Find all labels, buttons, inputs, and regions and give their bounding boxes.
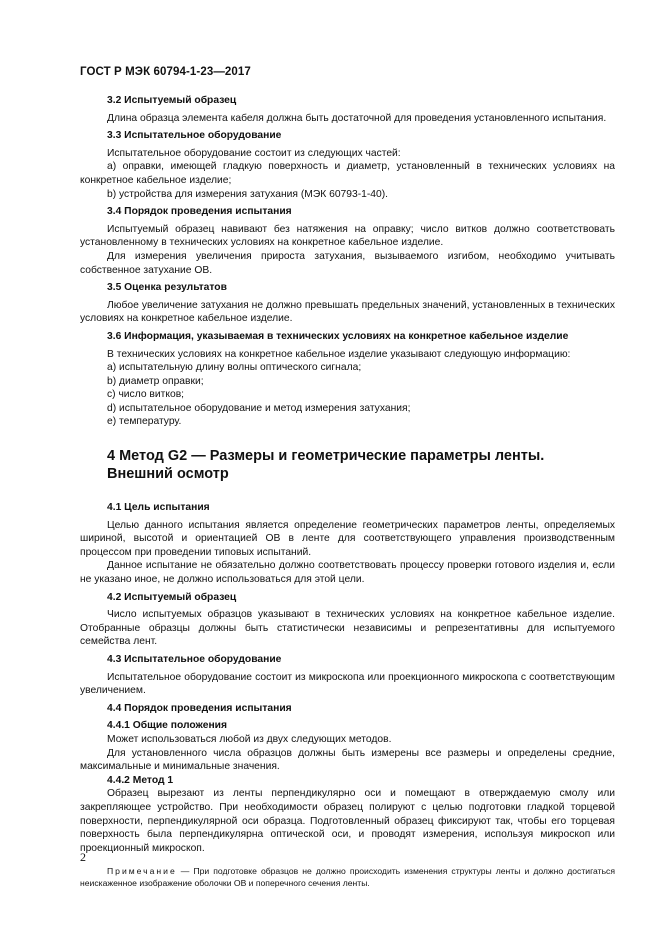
section-3-3-title: 3.3 Испытательное оборудование: [107, 130, 282, 142]
list-item: b) диаметр оправки;: [107, 375, 204, 387]
section-4-title: [80, 447, 615, 483]
section-4-3-title: 4.3 Испытательное оборудование: [107, 654, 282, 665]
paragraph: Для установленного числа образцов должны быть измерены все размеры и определены средние, максимальные и минимальные значения.: [80, 747, 615, 773]
standard-header: ГОСТ Р МЭК 60794-1-23—2017: [80, 66, 251, 78]
note-text: — При подготовке образцов не должно происходить изменения структуры ленты и должно достигаться неискаженное изображение оболочки ОВ и поперечного сечения ленты.: [80, 866, 615, 889]
paragraph: Для измерения увеличения прироста затухания, вызываемого изгибом, необходимо учитывать собственное затухание ОВ.: [80, 250, 615, 276]
list-item: с) число витков;: [107, 389, 185, 401]
section-4-title-line2: Внешний осмотр: [107, 466, 229, 483]
section-3-2-title: 3.2 Испытуемый образец: [107, 95, 237, 106]
paragraph: В технических условиях на конкретное кабельное изделие указывают следующую информацию:: [107, 348, 571, 360]
paragraph: Целью данного испытания является определение геометрических параметров ленты, определяемых шириной, высотой и ориентацией ОВ в ленте для соответствующего управления производственным процессом при проведении типовых испытаний.: [80, 519, 615, 558]
section-4-4-2-title: 4.4.2 Метод 1: [107, 774, 174, 786]
page-number: 2: [80, 850, 86, 864]
paragraph: Испытательное оборудование состоит из следующих частей:: [107, 147, 401, 159]
paragraph: Число испытуемых образцов указывают в технических условиях на конкретное кабельное изделие. Отобранные образцы должны быть статистически независимы и репрезентативны для испытуемого семейства лент.: [80, 609, 615, 648]
paragraph: Испытательное оборудование состоит из микроскопа или проекционного микроскопа с соответствующим увеличением.: [80, 671, 615, 697]
section-4-4-1-title: 4.4.1 Общие положения: [107, 720, 227, 732]
note-label: Примечание: [107, 866, 177, 877]
list-item: а) оправки, имеющей гладкую поверхность и диаметр, установленный в технических условиях на конкретное кабельное изделие;: [80, 161, 615, 186]
section-4-title-line1: 4 Метод G2 — Размеры и геометрические параметры ленты.: [107, 448, 545, 465]
list-item: b) устройства для измерения затухания (МЭК 60793-1-40).: [107, 188, 389, 200]
section-3-6-title: 3.6 Информация, указываемая в технических условиях на конкретное кабельное изделие: [107, 330, 569, 342]
section-4-1-title: 4.1 Цель испытания: [107, 502, 210, 514]
section-3-5-title: 3.5 Оценка результатов: [107, 282, 227, 294]
section-4-4-title: 4.4 Порядок проведения испытания: [107, 702, 292, 714]
paragraph: Длина образца элемента кабеля должна быть достаточной для проведения установленного испытания.: [107, 112, 607, 124]
note: [80, 865, 615, 889]
list-item: d) испытательное оборудование и метод измерения затухания;: [107, 402, 411, 414]
paragraph: Может использоваться любой из двух следующих методов.: [107, 733, 392, 745]
paragraph: Любое увеличение затухания не должно превышать предельных значений, установленных в технических условиях на конкретное кабельное изделие.: [80, 299, 615, 325]
paragraph: Испытуемый образец навивают без натяжения на оправку; число витков должно соответствовать установленному в технических условиях на конкретное кабельное изделие.: [80, 223, 615, 249]
paragraph: Образец вырезают из ленты перпендикулярно оси и помещают в отверждаемую смолу или закрепляющее устройство. При необходимости образец полируют с целью подготовки гладкой торцевой поверхности, перпендикулярной оси образца. Подготовленный образец фиксируют так, чтобы его торцевая поверхность была перпендикулярна оптической оси, и проводят измерения, используя микроскоп или проекционный микроскоп.: [80, 788, 615, 854]
paragraph: Данное испытание не обязательно должно соответствовать процессу проверки готового изделия и, если не указано иное, не должно использоваться для этой цели.: [80, 560, 615, 586]
section-4-2-title: 4.2 Испытуемый образец: [107, 591, 237, 603]
list-item: а) испытательную длину волны оптического сигнала;: [107, 362, 362, 374]
page-content: [80, 94, 615, 898]
section-3-4-title: 3.4 Порядок проведения испытания: [107, 206, 292, 218]
list-item: е) температуру.: [107, 416, 182, 428]
